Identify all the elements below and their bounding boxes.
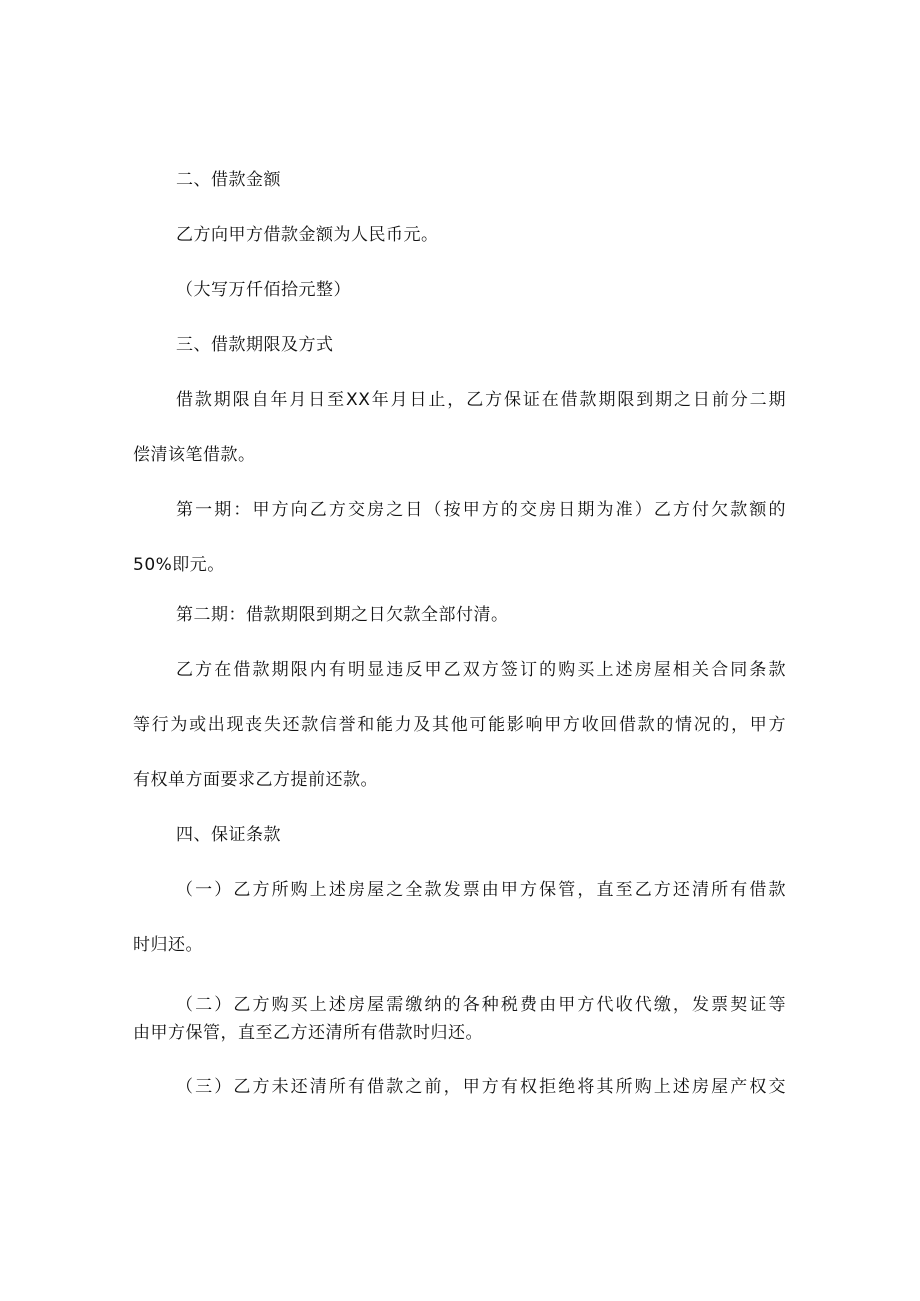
paragraph-line: 偿清该笔借款。 <box>133 445 256 465</box>
paragraph-line: 借款期限自年月日至XX年月日止，乙方保证在借款期限到期之日前分二期 <box>176 390 786 410</box>
paragraph-line: 时归还。 <box>133 935 203 955</box>
paragraph-line: 等行为或出现丧失还款信誉和能力及其他可能影响甲方收回借款的情况的，甲方 <box>133 715 786 735</box>
paragraph-line: （一）乙方所购上述房屋之全款发票由甲方保管，直至乙方还清所有借款 <box>176 880 786 900</box>
paragraph-line: （三）乙方未还清所有借款之前，甲方有权拒绝将其所购上述房屋产权交 <box>176 1077 786 1097</box>
paragraph-line: 由甲方保管，直至乙方还清所有借款时归还。 <box>133 1023 483 1043</box>
paragraph-line: （二）乙方购买上述房屋需缴纳的各种税费由甲方代收代缴，发票契证等 <box>176 995 786 1015</box>
paragraph-line: 乙方在借款期限内有明显违反甲乙双方签订的购买上述房屋相关合同条款 <box>176 660 786 680</box>
paragraph-line: （大写万仟佰拾元整） <box>176 280 351 300</box>
paragraph-line: 乙方向甲方借款金额为人民币元。 <box>176 225 439 245</box>
paragraph-line: 第一期：甲方向乙方交房之日（按甲方的交房日期为准）乙方付欠款额的 <box>176 500 786 520</box>
paragraph-line: 有权单方面要求乙方提前还款。 <box>133 770 378 790</box>
paragraph-line: 50%即元。 <box>133 555 225 575</box>
section-heading-loan-amount: 二、借款金额 <box>176 170 281 190</box>
section-heading-guarantee: 四、保证条款 <box>176 825 281 845</box>
paragraph-line: 第二期：借款期限到期之日欠款全部付清。 <box>176 605 509 625</box>
section-heading-loan-term: 三、借款期限及方式 <box>176 335 334 355</box>
